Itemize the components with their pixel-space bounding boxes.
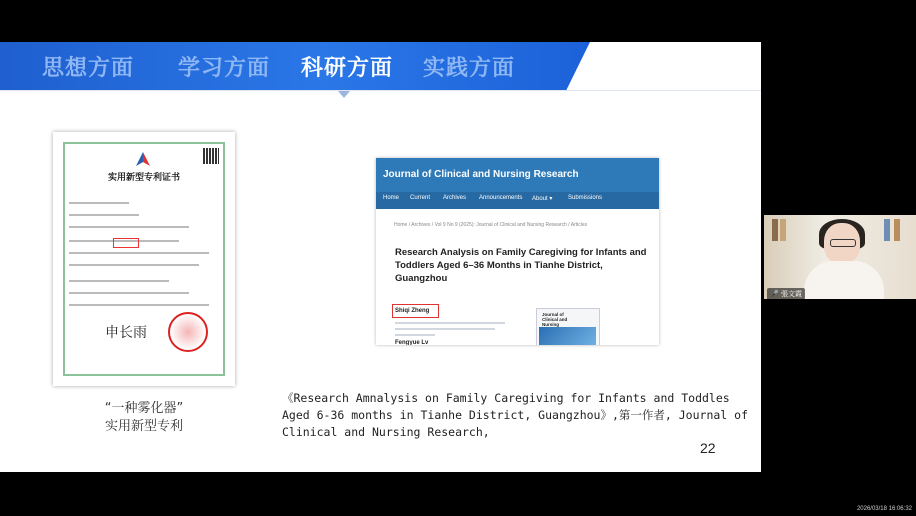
affiliation-line — [395, 322, 505, 324]
patent-caption-line1: “一种雾化器” — [104, 401, 184, 416]
slide-page-number: 22 — [700, 440, 716, 456]
participant-name-badge — [767, 288, 805, 299]
microphone-icon: 🎤 — [770, 290, 779, 298]
affiliation-line — [395, 328, 495, 330]
certificate-highlight-box — [113, 238, 139, 248]
journal-cover-graphic — [539, 327, 596, 345]
glasses-icon — [830, 239, 856, 247]
paper-caption: 《Research Amnalysis on Family Caregiving for Infants and Toddles Aged 6-36 months in Tianhe District, Guangzhou》,第一作者, Journal of Clinical and Nursing Research, — [282, 391, 748, 439]
certificate-text-line — [69, 202, 129, 204]
tab-practice[interactable]: 实践方面 — [423, 55, 516, 81]
certificate-title: 实用新型专利证书 — [107, 173, 180, 183]
journal-article-screenshot — [376, 158, 659, 345]
journal-nav-announcements: Announcements — [479, 195, 523, 201]
bookshelf-item — [894, 219, 900, 241]
bookshelf-item — [780, 219, 786, 241]
tab-thought[interactable]: 思想方面 — [42, 55, 135, 81]
tab-divider — [0, 90, 761, 91]
patent-certificate-image — [53, 132, 235, 386]
patent-office-logo-icon — [133, 151, 153, 167]
journal-breadcrumb: Home / Archives / Vol 9 No 9 (2025): Journal of Clinical and Nursing Research / Articles — [394, 222, 588, 228]
patent-caption — [80, 400, 208, 436]
tab-study[interactable]: 学习方面 — [178, 55, 271, 81]
journal-nav-submissions: Submissions — [568, 195, 603, 201]
bookshelf-item — [884, 219, 890, 241]
qr-code-icon — [203, 148, 219, 164]
article-author-1: Shiqi Zheng — [395, 308, 430, 314]
journal-nav-current: Current — [410, 195, 431, 201]
bookshelf-item — [772, 219, 778, 241]
official-seal-icon — [168, 312, 208, 352]
participant-name: 張文霞 — [780, 290, 802, 298]
affiliation-line — [395, 334, 435, 336]
certificate-text-line — [69, 264, 199, 266]
article-author-2: Fengyue Lv — [395, 340, 429, 345]
patent-caption-line2: 实用新型专利 — [104, 419, 183, 434]
journal-nav-about: About ▾ — [532, 196, 553, 202]
certificate-text-line — [69, 292, 189, 294]
journal-nav — [376, 192, 659, 209]
section-tab-bar — [0, 42, 761, 90]
journal-cover-title: Journal of Clinical and Nursing — [542, 312, 568, 327]
tab-research[interactable]: 科研方面 — [301, 55, 394, 81]
presentation-slide — [0, 42, 761, 472]
recording-timestamp: 2026/03/18 16:06:32 — [856, 506, 912, 512]
webcam-video-tile[interactable] — [764, 215, 916, 299]
journal-cover-thumbnail — [536, 308, 600, 345]
journal-nav-home: Home — [383, 195, 400, 201]
journal-nav-archives: Archives — [443, 195, 467, 201]
article-title: Research Analysis on Family Caregiving for Infants and Toddlers Aged 6–36 Months in Tianhe District, Guangzhou — [395, 247, 647, 284]
certificate-text-line — [69, 226, 189, 228]
certificate-text-line — [69, 280, 169, 282]
certificate-text-line — [69, 214, 139, 216]
journal-header: Journal of Clinical and Nursing Research — [376, 158, 659, 192]
director-signature: 申长雨 — [105, 325, 147, 341]
person-body — [804, 261, 884, 299]
active-tab-caret-icon — [338, 91, 350, 98]
certificate-text-line — [69, 304, 209, 306]
certificate-text-line — [69, 252, 209, 254]
